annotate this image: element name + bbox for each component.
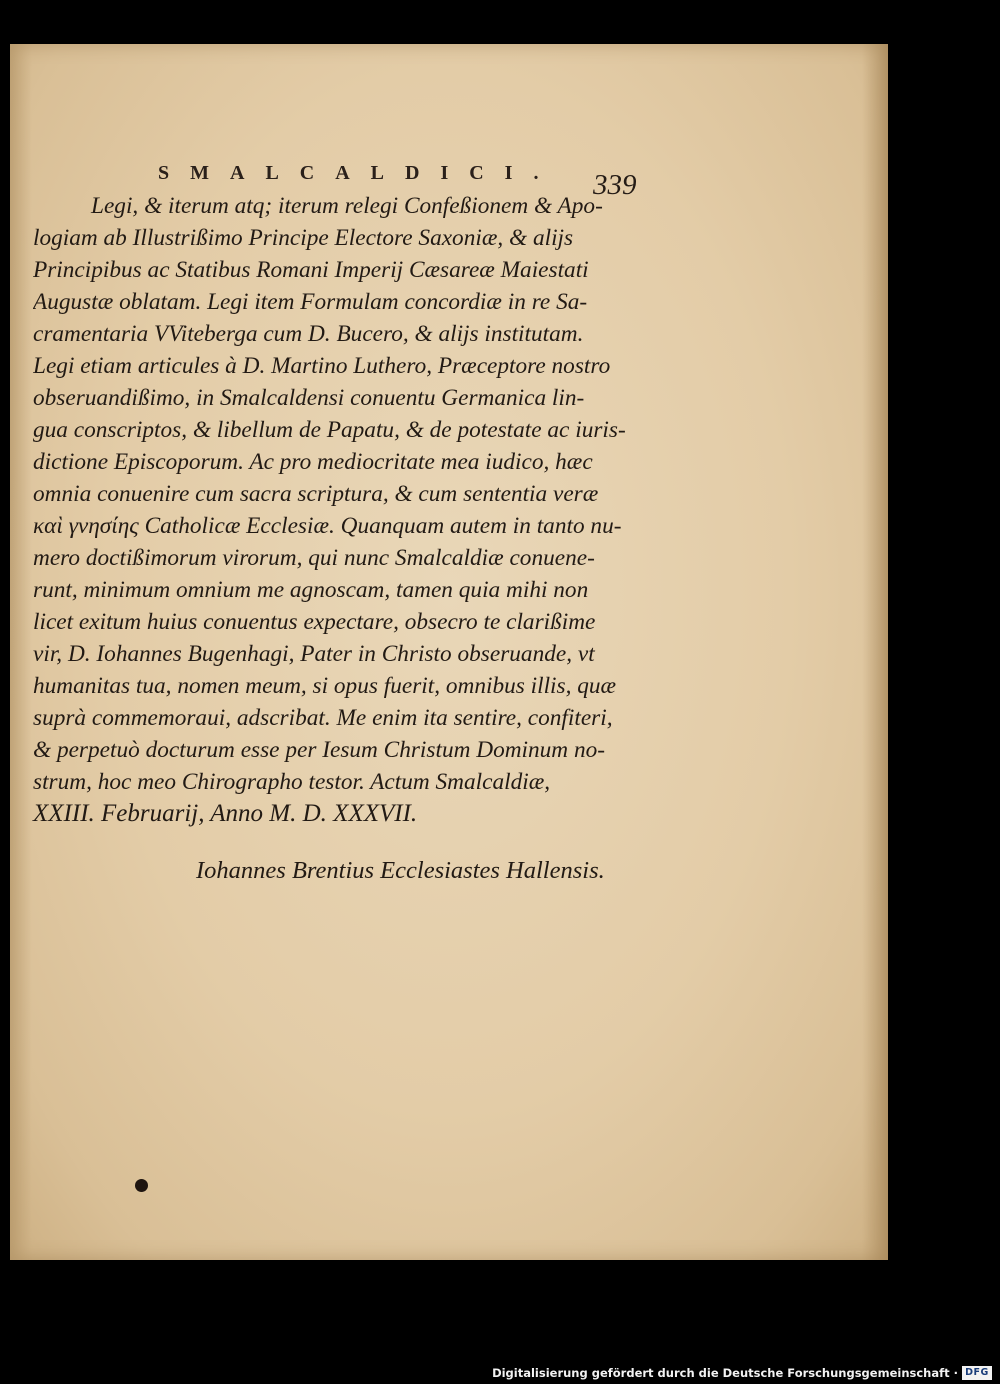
body-line: Augustæ oblatam. Legi item Formulam concordiæ in re Sa- — [33, 289, 588, 315]
running-head: SMALCALDICI. — [158, 162, 560, 184]
body-line: mero doctißimorum virorum, qui nunc Smalcaldiæ conuene- — [33, 545, 595, 571]
signature-line: Iohannes Brentius Ecclesiastes Hallensis. — [196, 857, 605, 884]
body-line: omnia conuenire cum sacra scriptura, & cum sententia veræ — [33, 481, 599, 507]
body-line: dictione Episcoporum. Ac pro mediocritate mea iudico, hæc — [33, 449, 593, 475]
body-line: vir, D. Iohannes Bugenhagi, Pater in Christo obseruande, vt — [33, 641, 595, 667]
body-line: gua conscriptos, & libellum de Papatu, & de potestate ac iuris- — [33, 417, 626, 443]
body-line: licet exitum huius conuentus expectare, obsecro te clarißime — [33, 609, 596, 635]
body-line: & perpetuò docturum esse per Iesum Christum Dominum no- — [33, 737, 606, 763]
page-gutter-shadow — [10, 44, 32, 1260]
dfg-logo-icon: DFG — [962, 1366, 992, 1380]
ink-blot — [135, 1179, 148, 1192]
body-line: humanitas tua, nomen meum, si opus fuerit, omnibus illis, quæ — [33, 673, 617, 699]
body-text — [33, 190, 645, 830]
body-line: cramentaria VViteberga cum D. Bucero, & alijs institutam. — [33, 321, 584, 347]
body-line: suprà commemoraui, adscribat. Me enim ita sentire, confiteri, — [33, 705, 613, 731]
date-line: XXIII. Februarij, Anno M. D. XXXVII. — [33, 800, 418, 827]
body-line: καὶ γνησίης Catholicæ Ecclesiæ. Quanquam autem in tanto nu- — [33, 513, 622, 539]
body-line: Principibus ac Statibus Romani Imperij Cæsareæ Maiestati — [33, 257, 589, 283]
body-line: runt, minimum omnium me agnoscam, tamen quia mihi non — [33, 577, 589, 603]
page-edge-shadow — [862, 44, 888, 1260]
body-line: obseruandißimo, in Smalcaldensi conuentu Germanica lin- — [33, 385, 585, 411]
funding-credit: Digitalisierung gefördert durch die Deutsche Forschungsgemeinschaft · — [492, 1366, 958, 1380]
body-line: logiam ab Illustrißimo Principe Electore Saxoniæ, & alijs — [33, 225, 574, 251]
page-number: 339 — [593, 169, 637, 201]
body-line: strum, hoc meo Chirographo testor. Actum Smalcaldiæ, — [33, 769, 551, 795]
body-line: Legi etiam articules à D. Martino Luthero, Præceptore nostro — [33, 353, 611, 379]
body-line: Legi, & iterum atq; iterum relegi Confeßionem & Apo- — [91, 193, 603, 219]
